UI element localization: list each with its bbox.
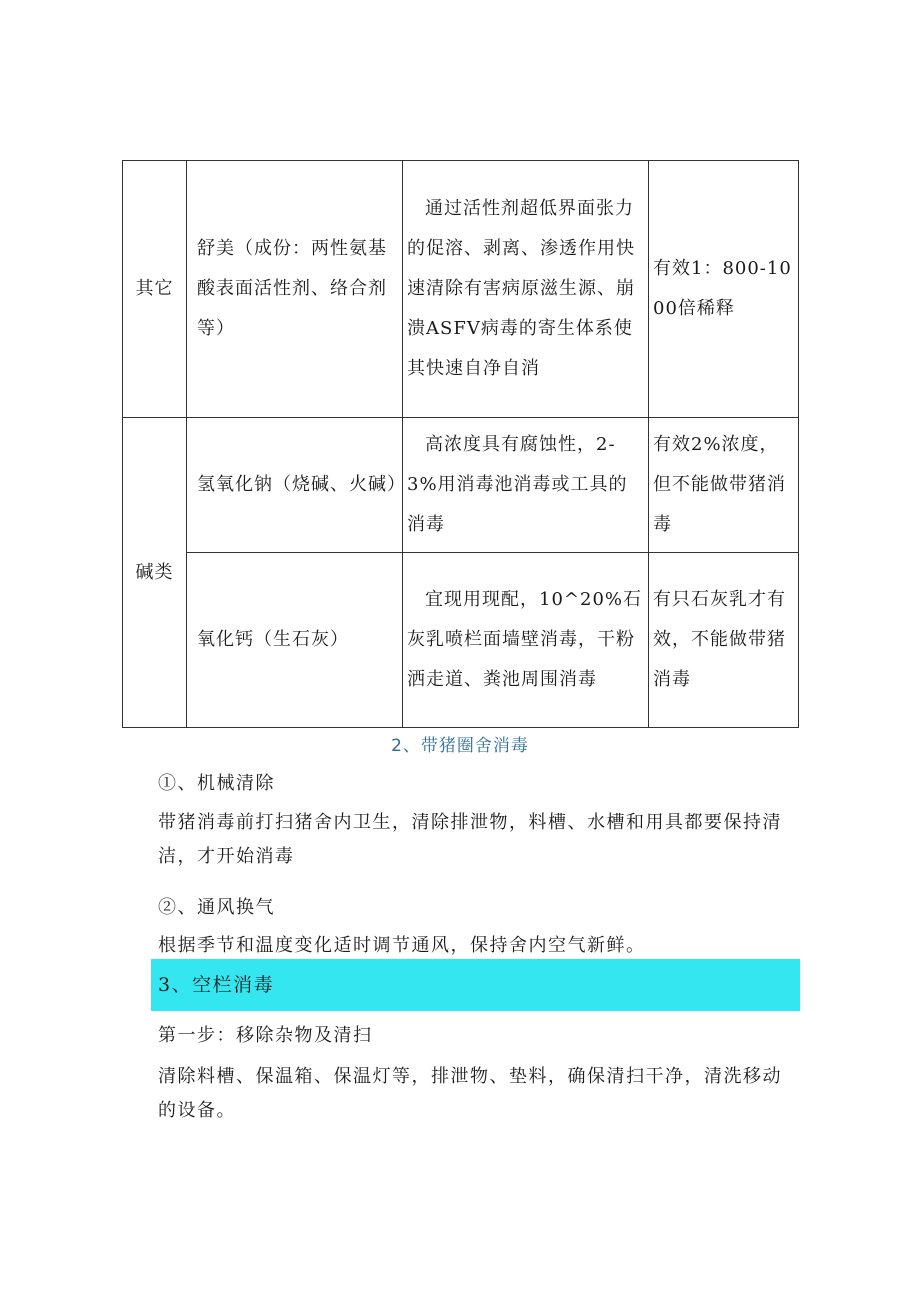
description-cell: 高浓度具有腐蚀性，2-3%用消毒池消毒或工具的消毒 (403, 418, 649, 553)
step-title: ①、机械清除 (158, 773, 275, 794)
description-cell: 通过活性剂超低界面张力的促溶、剥离、渗透作用快速清除有害病原滋生源、崩溃ASFV病毒的寄生体系使其快速自净自消 (403, 161, 649, 418)
table-row (123, 161, 799, 418)
paragraph: 根据季节和温度变化适时调节通风，保持舍内空气新鲜。 (158, 935, 646, 956)
description-cell: 宜现用现配，10^20%石灰乳喷栏面墙壁消毒，干粉洒走道、粪池周围消毒 (403, 553, 649, 728)
category-cell: 其它 (123, 161, 187, 418)
table-row (123, 553, 799, 728)
disinfectant-table (122, 160, 799, 728)
section-heading: 3、空栏消毒 (158, 974, 275, 996)
effect-cell: 有效1：800-1000倍稀释 (649, 161, 799, 418)
step-title: ②、通风换气 (158, 897, 275, 918)
category-cell: 碱类 (123, 418, 187, 728)
table-row (123, 418, 799, 553)
disinfectant-name-cell: 氢氧化钠（烧碱、火碱） (187, 418, 403, 553)
disinfectant-name-cell: 舒美（成份：两性氨基酸表面活性剂、络合剂等） (187, 161, 403, 418)
paragraph: 清除料槽、保温箱、保温灯等，排泄物、垫料，确保清扫干净，清洗移动的设备。 (158, 1066, 782, 1121)
disinfectant-name-cell: 氧化钙（生石灰） (187, 553, 403, 728)
section-heading: 2、带猪圈舍消毒 (391, 736, 529, 756)
step-title: 第一步：移除杂物及清扫 (158, 1025, 373, 1046)
effect-cell: 有效2%浓度，但不能做带猪消毒 (649, 418, 799, 553)
paragraph: 带猪消毒前打扫猪舍内卫生，清除排泄物，料槽、水槽和用具都要保持清洁，才开始消毒 (158, 812, 782, 867)
effect-cell: 有只石灰乳才有效，不能做带猪消毒 (649, 553, 799, 728)
section-heading-highlight (151, 959, 800, 1011)
